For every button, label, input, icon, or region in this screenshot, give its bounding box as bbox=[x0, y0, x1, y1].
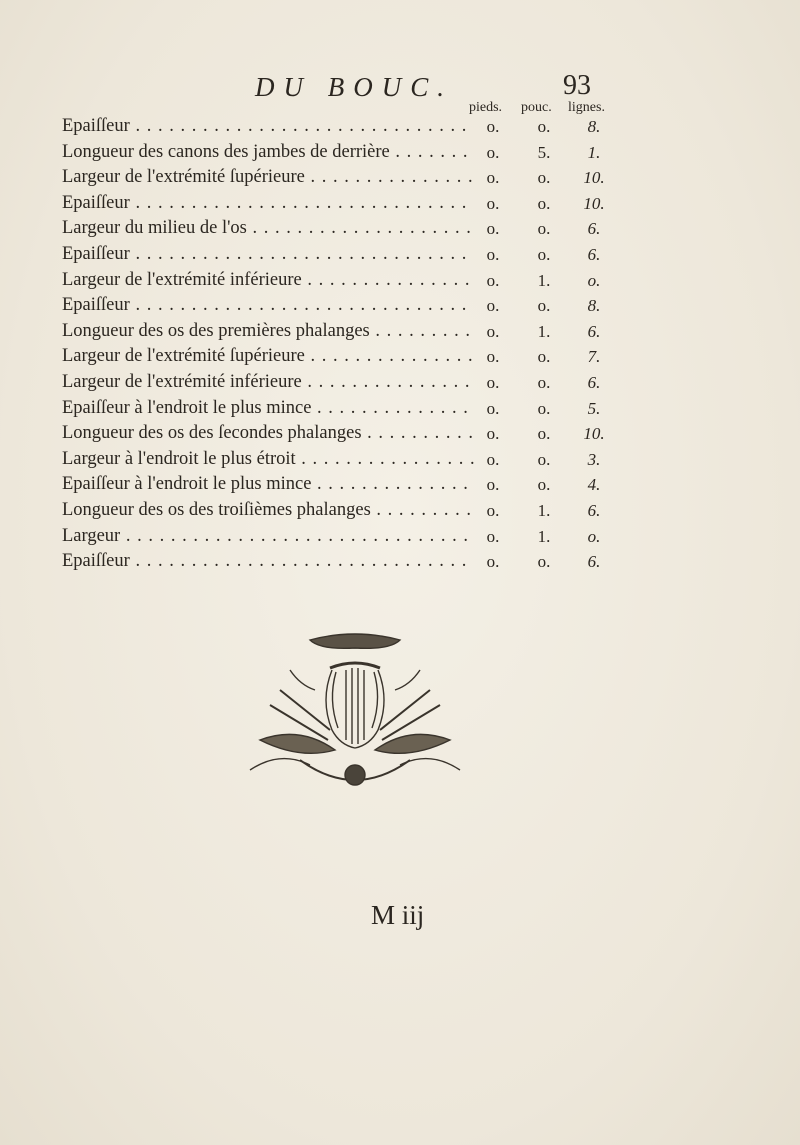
value-pouces: o. bbox=[537, 372, 551, 392]
table-row bbox=[62, 191, 742, 217]
row-label: Epaiſſeur à l'endroit le plus mince . . . bbox=[62, 396, 474, 422]
row-label: Longueur des os des ſecondes phalanges . . . bbox=[62, 421, 474, 447]
row-label: Largeur du milieu de l'os . . . bbox=[62, 216, 474, 242]
table-row bbox=[62, 344, 742, 370]
value-pieds: o. bbox=[486, 424, 500, 444]
value-lignes: o. bbox=[587, 270, 601, 290]
value-lignes: 1. bbox=[587, 142, 601, 162]
row-label: Largeur à l'endroit le plus étroit . . . bbox=[62, 447, 474, 473]
value-pouces: 1. bbox=[537, 500, 551, 520]
page-number: 93 bbox=[563, 70, 591, 101]
value-pouces: o. bbox=[537, 296, 551, 316]
table-row bbox=[62, 498, 742, 524]
row-label: Epaiſſeur . . . bbox=[62, 549, 474, 575]
row-label: Epaiſſeur . . . bbox=[62, 191, 474, 217]
value-pieds: o. bbox=[486, 142, 500, 162]
table-row bbox=[62, 293, 742, 319]
value-pieds: o. bbox=[486, 321, 500, 341]
row-label: Longueur des os des premières phalanges . . . bbox=[62, 319, 474, 345]
measurement-table bbox=[62, 114, 742, 575]
value-lignes: 7. bbox=[587, 347, 601, 367]
value-pieds: o. bbox=[486, 270, 500, 290]
value-lignes: 8. bbox=[587, 117, 601, 136]
table-row bbox=[62, 472, 742, 498]
value-lignes: 5. bbox=[587, 398, 601, 418]
row-label: Epaiſſeur . . . bbox=[62, 242, 474, 268]
value-pieds: o. bbox=[486, 219, 500, 239]
value-pieds: o. bbox=[486, 296, 500, 316]
value-pouces: 1. bbox=[537, 526, 551, 546]
row-label: Epaiſſeur . . . bbox=[62, 293, 474, 319]
row-label: Largeur de l'extrémité inférieure . . . bbox=[62, 268, 474, 294]
value-lignes: 10. bbox=[583, 424, 605, 444]
running-head-title: DU BOUC. bbox=[255, 72, 453, 102]
signature-mark: M iij bbox=[371, 900, 425, 930]
table-row bbox=[62, 447, 742, 473]
table-row bbox=[62, 242, 742, 268]
column-header-lignes: lignes. bbox=[568, 100, 605, 115]
table-row bbox=[62, 549, 742, 575]
value-pouces: 1. bbox=[537, 321, 551, 341]
value-lignes: 6. bbox=[587, 372, 601, 392]
column-header-pieds: pieds. bbox=[469, 100, 503, 115]
value-lignes: 8. bbox=[587, 296, 601, 316]
value-pouces: o. bbox=[537, 424, 551, 444]
value-lignes: 4. bbox=[587, 475, 601, 495]
table-row bbox=[62, 165, 742, 191]
value-pouces: o. bbox=[537, 552, 551, 572]
lyre-ornament-icon bbox=[240, 630, 470, 795]
value-pouces: o. bbox=[537, 475, 551, 495]
value-pouces: o. bbox=[537, 398, 551, 418]
value-pieds: o. bbox=[486, 193, 500, 213]
value-pouces: o. bbox=[537, 244, 551, 264]
value-pouces: o. bbox=[537, 449, 551, 469]
row-label: Longueur des os des troiſièmes phalanges . . . bbox=[62, 498, 474, 524]
value-lignes: 6. bbox=[587, 552, 601, 572]
row-label: Largeur de l'extrémité inférieure . . . bbox=[62, 370, 474, 396]
value-pieds: o. bbox=[486, 475, 500, 495]
table-row bbox=[62, 396, 742, 422]
value-pouces: o. bbox=[537, 117, 551, 136]
value-lignes: 6. bbox=[587, 244, 601, 264]
value-lignes: 10. bbox=[583, 193, 605, 213]
value-lignes: 10. bbox=[583, 168, 605, 188]
value-lignes: 6. bbox=[587, 500, 601, 520]
table-row bbox=[62, 268, 742, 294]
value-pouces: o. bbox=[537, 168, 551, 188]
value-pouces: 5. bbox=[537, 142, 551, 162]
table-row bbox=[62, 140, 742, 166]
value-pieds: o. bbox=[486, 347, 500, 367]
table-row bbox=[62, 114, 742, 140]
value-lignes: 6. bbox=[587, 219, 601, 239]
table-row bbox=[62, 370, 742, 396]
table-row bbox=[62, 421, 742, 447]
value-pieds: o. bbox=[486, 244, 500, 264]
value-lignes: 6. bbox=[587, 321, 601, 341]
row-label: Epaiſſeur à l'endroit le plus mince . . . bbox=[62, 472, 474, 498]
value-pieds: o. bbox=[486, 526, 500, 546]
table-row bbox=[62, 319, 742, 345]
column-header-pouces: pouc. bbox=[521, 100, 552, 115]
row-label: Largeur . . . bbox=[62, 524, 474, 550]
value-pouces: o. bbox=[537, 219, 551, 239]
row-label: Largeur de l'extrémité ſupérieure . . . bbox=[62, 165, 474, 191]
value-lignes: 3. bbox=[587, 449, 601, 469]
row-label: Longueur des canons des jambes de derrière . . . bbox=[62, 140, 474, 166]
value-pieds: o. bbox=[486, 168, 500, 188]
value-pieds: o. bbox=[486, 372, 500, 392]
row-label: Largeur de l'extrémité ſupérieure . . . bbox=[62, 344, 474, 370]
row-label: Epaiſſeur . . . bbox=[62, 114, 474, 140]
value-pieds: o. bbox=[486, 449, 500, 469]
value-pouces: 1. bbox=[537, 270, 551, 290]
value-pieds: o. bbox=[486, 398, 500, 418]
value-pieds: o. bbox=[486, 500, 500, 520]
table-row bbox=[62, 216, 742, 242]
value-pieds: o. bbox=[486, 552, 500, 572]
value-pouces: o. bbox=[537, 347, 551, 367]
value-pouces: o. bbox=[537, 193, 551, 213]
value-pieds: o. bbox=[486, 117, 500, 136]
value-lignes: o. bbox=[587, 526, 601, 546]
table-row bbox=[62, 524, 742, 550]
